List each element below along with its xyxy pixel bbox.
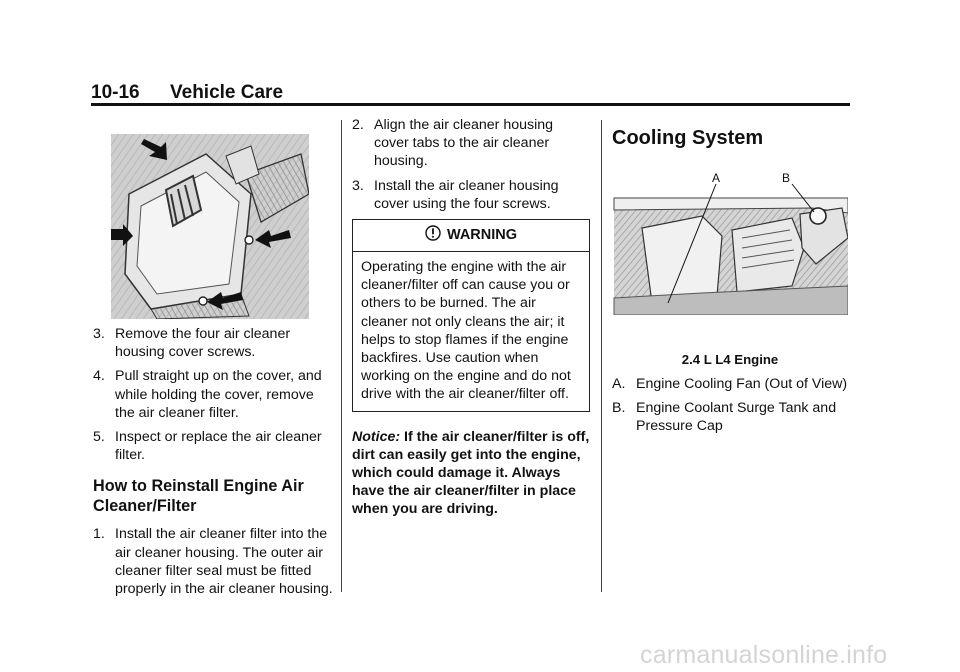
figure-caption: 2.4 L L4 Engine (681, 352, 779, 367)
notice (352, 428, 590, 519)
step-text: Align the air cleaner housing cover tabs to the air cleaner housing. (374, 117, 554, 170)
list-item: 5. Inspect or replace the air cleaner filter. (93, 429, 322, 464)
step-text: Pull straight up on the cover, and while holding the cover, remove the air cleaner filter. (115, 368, 322, 421)
list-item: 3. Install the air cleaner housing cover using the four screws. (352, 177, 559, 212)
step-text: Install the air cleaner housing cover using the four screws. (374, 177, 559, 212)
notice-text: If the air cleaner/filter is off, dirt can easily get into the engine, which could damage it. Always have the air cleaner/filter in place when you are driving. (352, 428, 590, 518)
list-item: 4. Pull straight up on the cover, and while holding the cover, remove the air cleaner filter. (93, 368, 322, 421)
notice-label: Notice: (352, 428, 401, 445)
legend-item: A. Engine Cooling Fan (Out of View) (612, 376, 848, 392)
callout-b: B (782, 171, 791, 185)
subheading: How to Reinstall Engine Air Cleaner/Filter (93, 477, 304, 516)
figure-legend (612, 375, 848, 442)
warning-title: WARNING (446, 227, 518, 244)
column-divider-right (601, 120, 602, 592)
section-title: Vehicle Care (170, 82, 284, 103)
middle-column (352, 116, 590, 519)
callout-a: A (712, 171, 721, 185)
list-item: 1. Install the air cleaner filter into the air cleaner housing. The outer air cleaner filter seal must be fitted properly in the air cleaner housing. (93, 526, 333, 598)
column-divider-left (341, 120, 342, 592)
warning-body: Operating the engine with the air cleaner/filter off can cause you or others to be burned. The air cleaner not only cleans the air; it helps to stop flames if the engine backfires. Use caution when working on the engine and do not drive with the air cleaner/filter off. (361, 259, 571, 403)
engine-illustration (612, 168, 848, 315)
list-item: 3. Remove the four air cleaner housing cover screws. (93, 326, 291, 361)
section-heading: Cooling System (612, 127, 764, 149)
left-column (93, 325, 333, 604)
step-text: Install the air cleaner filter into the air cleaner housing. The outer air cleaner filter seal must be fitted properly in the air cleaner housing. (115, 526, 333, 598)
legend-item: B. Engine Coolant Surge Tank and Pressure Cap (612, 400, 837, 435)
warning-header (353, 220, 589, 252)
warning-icon (425, 225, 441, 246)
legend-text: Engine Cooling Fan (Out of View) (636, 376, 848, 392)
list-item: 2. Align the air cleaner housing cover tabs to the air cleaner housing. (352, 117, 554, 170)
step-text: Remove the four air cleaner housing cover screws. (115, 326, 291, 361)
legend-text: Engine Coolant Surge Tank and Pressure Cap (636, 400, 837, 435)
watermark: carmanualsonline.info (640, 641, 888, 669)
header-rule (91, 103, 850, 106)
air-cleaner-illustration (111, 134, 309, 319)
warning-box (352, 219, 590, 412)
page-number: 10-16 (91, 82, 140, 103)
step-text: Inspect or replace the air cleaner filter. (115, 429, 322, 464)
